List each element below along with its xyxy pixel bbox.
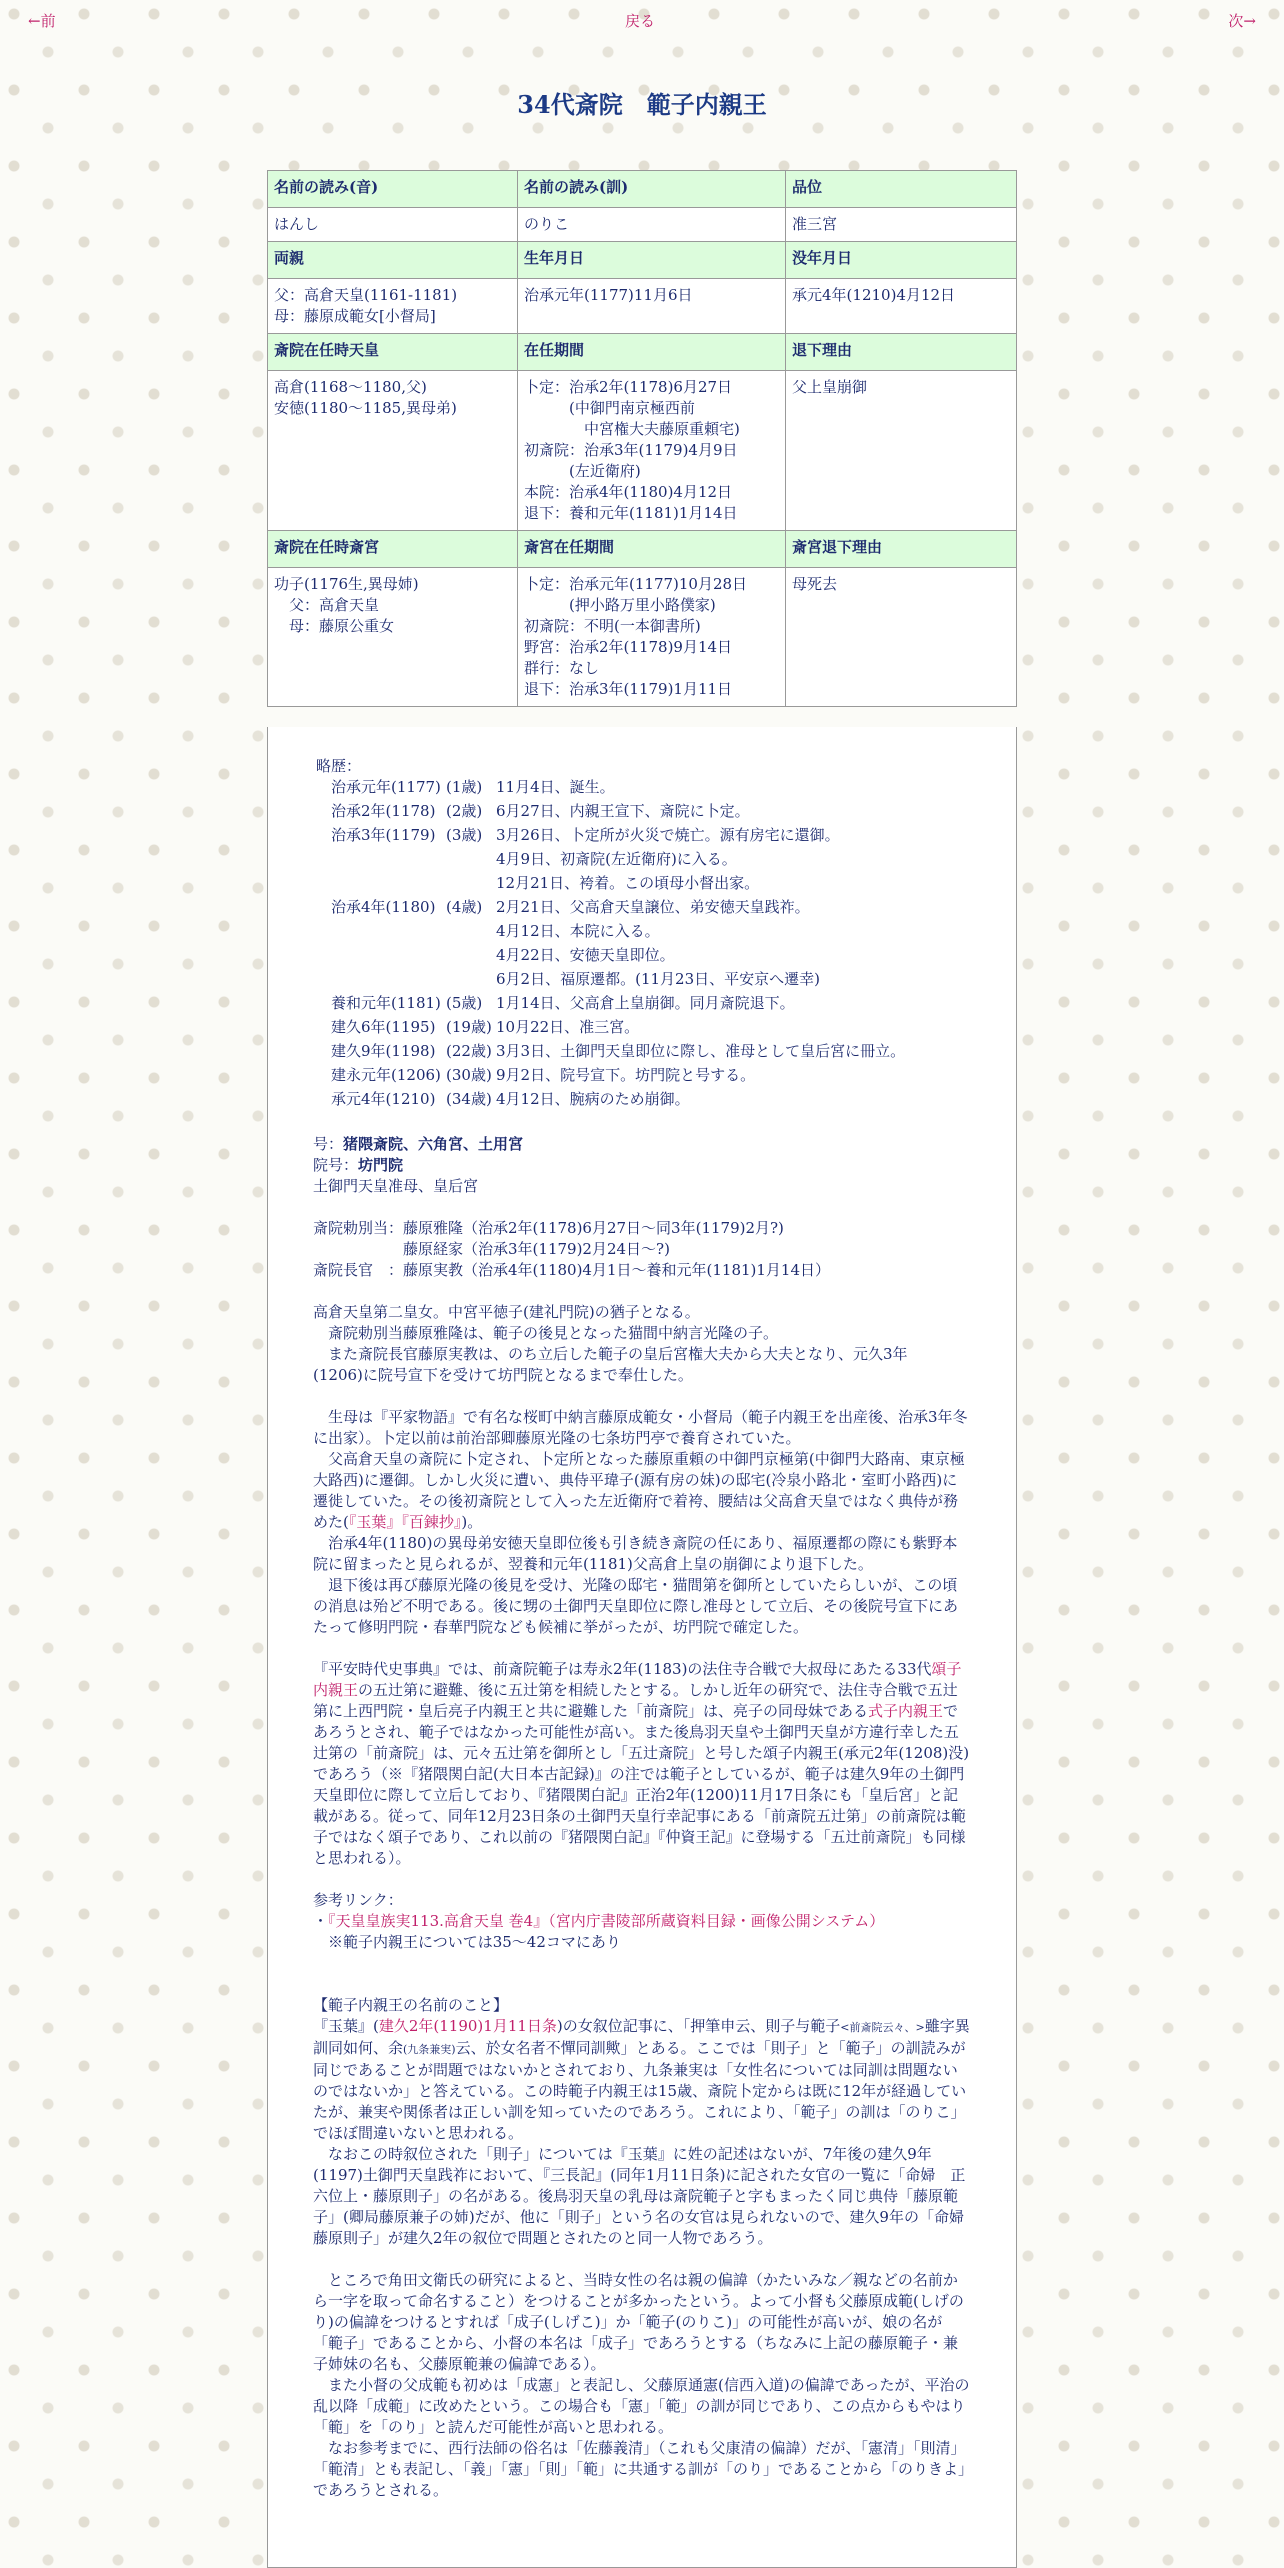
biography-row [331,993,905,1017]
header-death: 没年月日 [786,242,1017,279]
name-line [313,1155,970,1176]
biography-era [331,921,446,945]
biography-title: 略歴： [316,757,362,775]
biography-event: 4月12日、腕病のため崩御。 [496,1090,690,1108]
cell-emperor [268,371,518,531]
biography-era: 建永元年(1206) [331,1066,441,1084]
paragraph [313,2016,970,2144]
small-text: (九条兼実) [403,2043,456,2056]
biography-age: (5歳) [446,994,483,1012]
biography-age: (1歳) [446,778,483,796]
biography-event: 3月26日、卜定所が火災で焼亡。源有房宅に還御。 [496,826,840,844]
cell-birth: 治承元年(1177)11月6日 [518,279,786,334]
biography-row [331,777,905,801]
cell-line: 卜定：治承2年(1178)6月27日 [524,378,733,396]
biography-age: (2歳) [446,802,483,820]
paragraph: 高倉天皇第二皇女。中宮平徳子(建礼門院)の猶子となる。 [313,1303,700,1321]
biography-table [331,777,905,1113]
cell-saigu [268,568,518,707]
paragraph: また小督の父成範も初めは「成憲」と表記し、父藤原通憲(信西入道)の偏諱であったが、平治の乱以降「成範」に改めたという。この場合も「憲」「範」の訓が同じであり、この点からもやはり「範」を「のり」と読んだ可能性が高いと思われる。 [313,2376,970,2436]
table-row [268,208,1017,242]
biography-era: 承元4年(1210) [331,1090,436,1108]
paragraph [313,1449,970,1533]
biography-row [331,945,905,969]
page-title: 34代斎院 範子内親王 [517,90,767,119]
header-saigu-term: 斎宮在任期間 [518,531,786,568]
paragraph: 治承4年(1180)の異母弟安徳天皇即位後も引き続き斎院の任にあり、福原遷都の際にも紫野本院に留まったと見られるが、翌養和元年(1181)父高倉上皇の崩御により退下した。 [313,1534,958,1573]
header-term: 在任期間 [518,334,786,371]
biography [316,756,970,1113]
biography-row [331,801,905,825]
cell-line: 卜定：治承元年(1177)10月28日 [524,575,748,593]
biography-age: (4歳) [446,898,483,916]
header-rank: 品位 [786,171,1017,208]
name-line: 土御門天皇准母、皇后宮 [313,1177,479,1195]
biography-era: 養和元年(1181) [331,994,441,1012]
spacer [313,1869,970,1890]
header-name-on: 名前の読み(音) [268,171,518,208]
cell-term [518,371,786,531]
header-saigu: 斎院在任時斎宮 [268,531,518,568]
spacer [313,1197,970,1218]
paragraph: なお参考までに、西行法師の俗名は「佐藤義清」（これも父康清の偏諱）だが、「憲清」「則清」「範清」とも表記し、「義」「憲」「則」「範」に共通する訓が「のり」であることから「のりきよ」であろうとされる。 [313,2439,966,2499]
name-line [313,1134,970,1155]
header-parents: 両親 [268,242,518,279]
cell-line: 安徳(1180～1185,異母弟) [274,399,457,417]
header-emperor: 斎院在任時天皇 [268,334,518,371]
text: 雖字異訓同如何、余 [313,2017,970,2057]
link-shikishi[interactable]: 式子内親王 [868,1702,944,1720]
cell-line: 高倉(1168～1180,父) [274,378,427,396]
biography-age [446,945,496,969]
table-row [268,568,1017,707]
date-link[interactable]: 建久2年(1190)1月11日条 [378,2017,557,2035]
biography-era [331,873,446,897]
cell-line: 功子(1176生,異母姉) [274,575,419,593]
cell-line: 退下：養和元年(1181)1月14日 [524,504,738,522]
spacer [313,1386,970,1407]
text: )。 [461,1513,483,1531]
table-row-header [268,531,1017,568]
cell-line: 母：藤原公重女 [274,617,395,635]
spacer [313,1113,970,1134]
biography-event: 1月14日、父高倉上皇崩御。同月斎院退下。 [496,994,795,1012]
header-name-kun: 名前の読み(訓) [518,171,786,208]
cell-line: 野宮：治承2年(1178)9月14日 [524,638,733,656]
text: 『玉葉』( [313,2017,379,2035]
archive-link[interactable]: （宮内庁書陵部所蔵資料目録・画像公開システム） [548,1912,885,1930]
biography-age [446,873,496,897]
official-line: 斎院長官 ：藤原実教（治承4年(1180)4月1日～養和元年(1181)1月14日） [313,1261,831,1279]
link-noriko[interactable]: 頌子内親王 [313,1660,962,1699]
biography-era: 建久6年(1195) [331,1018,436,1036]
header-saigu-reason: 斎宮退下理由 [786,531,1017,568]
paragraph: 退下後は再び藤原光隆の後見を受け、光隆の邸宅・猫間第を御所としていたらしいが、この頃の消息は殆ど不明である。後に甥の土御門天皇即位に際し准母として立后、その後院号宣下にあたって修明門院・春華門院なども候補に挙がったが、坊門院で確定した。 [313,1576,959,1636]
paragraph [313,1659,970,1869]
value: 猪隈斎院、六角宮、土用宮 [343,1135,524,1153]
biography-event: 2月21日、父高倉天皇譲位、弟安徳天皇践祚。 [496,898,810,916]
biography-age: (3歳) [446,826,483,844]
paragraph: (1206)に院号宣下を受けて坊門院となるまで奉仕した。 [313,1366,693,1384]
paragraph: なおこの時叙位された「則子」については『玉葉』に姓の記述はないが、7年後の建久9年(1197)土御門天皇践祚において、『三長記』(同年1月11日条)に記された女官の一覧に「命婦 正六位上・藤原則子」の名がある。後鳥羽天皇の乳母は斎院範子と字もまったく同じ典侍「藤原範子」(卿局藤原兼子の姉)だが、他に「則子」という名の女官は見られないので、建久9年の「命婦藤原則子」が建久2年の叙位で問題とされたのと同一人物であろう。 [313,2145,966,2247]
biography-era [331,969,446,993]
paragraph: ところで角田文衛氏の研究によると、当時女性の名は親の偏諱（かたいみな／親などの名前から一字を取って命名すること）をつけることが多かったという。よって小督も父藤原成範(しげのり)の偏諱をつけるとすれば「成子(しげこ)」か「範子(のりこ)」の可能性が高いが、娘の名が「範子」であることから、小督の本名は「成子」であろうとする（ちなみに上記の藤原範子・兼子姉妹の名も、父藤原範兼の偏諱である）。 [313,2271,964,2373]
biography-event: 4月22日、安徳天皇即位。 [496,946,675,964]
text: の五辻第に避難、後に五辻第を相続したとする。しかし近年の研究で、法住寺合戦で五辻第に上西門院・皇后亮子内親王と共に避難した「前斎院」は、亮子の同母妹である [313,1681,958,1720]
info-table [267,170,1017,707]
table-row [268,371,1017,531]
cell-line: 父：高倉天皇 [274,596,380,614]
biography-event: 10月22日、准三宮。 [496,1018,640,1036]
ref-link[interactable]: 『天皇皇族実113.高倉天皇 巻4』 [328,1912,549,1930]
spacer [313,1281,970,1302]
cell-saigu-term [518,568,786,707]
cell-line: 退下：治承3年(1179)1月11日 [524,680,733,698]
cell-line: (左近衛府) [524,462,641,480]
spacer [313,2249,970,2270]
label: 院号： [313,1156,359,1174]
biography-age [446,921,496,945]
refs-note: ※範子内親王については35～42コマにあり [313,1933,621,1951]
biography-row [331,969,905,993]
section-heading: 【範子内親王の名前のこと】 [313,1996,509,2014]
cell-name-kun: のりこ [518,208,786,242]
small-text: <前斎院云々、> [840,2021,925,2034]
biography-event: 11月4日、誕生。 [496,778,615,796]
text: 『平安時代史事典』では、前斎院範子は寿永2年(1183)の法住寺合戦で大叔母にあたる33代 [313,1660,932,1678]
cell-line: 本院：治承4年(1180)4月12日 [524,483,733,501]
biography-era: 治承元年(1177) [331,778,441,796]
cell-line: (押小路万里小路僕家) [524,596,716,614]
spacer [313,1953,970,1995]
biography-row [331,1017,905,1041]
biography-event: 4月12日、本院に入る。 [496,922,660,940]
biography-event: 6月2日、福原遷都。(11月23日、平安京へ遷幸) [496,970,820,988]
paragraph: 生母は『平家物語』で有名な桜町中納言藤原成範女・小督局（範子内親王を出産後、治承3年冬に出家）。卜定以前は前治部卿藤原光隆の七条坊門亭で養育されていた。 [313,1408,968,1447]
biography-era: 治承3年(1179) [331,826,436,844]
bullet: ・ [313,1912,329,1930]
biography-era: 治承2年(1178) [331,802,436,820]
cell-line: 父：高倉天皇(1161-1181) [274,286,458,304]
text: 父高倉天皇の斎院に卜定され、卜定所となった藤原重頼の中御門京極第(中御門大路南、東京極大路西)に遷御。しかし火災に遭い、典侍平瑋子(源有房の妹)の邸宅(冷泉小路北・室町小路西)に遷徙していた。その後初斎院として入った左近衛府で着袴、腰結は父高倉天皇ではなく典侍が務めた( [313,1450,965,1531]
next-link[interactable]: 次→ [1228,12,1256,30]
official-line: 斎院勅別当：藤原雅隆（治承2年(1178)6月27日～同3年(1179)2月?) [313,1219,784,1237]
cell-parents [268,279,518,334]
cell-retire-reason: 父上皇崩御 [786,371,1017,531]
spacer [313,1638,970,1659]
biography-age: (22歳) [446,1042,492,1060]
table-row-header [268,334,1017,371]
back-link[interactable]: 戻る [625,12,656,30]
biography-row [331,1065,905,1089]
biography-event: 3月3日、土御門天皇即位に際し、准母として皇后宮に冊立。 [496,1042,906,1060]
header-retire-reason: 退下理由 [786,334,1017,371]
biography-row [331,873,905,897]
main-content [313,756,970,2501]
cell-line: 初斎院：治承3年(1179)4月9日 [524,441,738,459]
cell-saigu-reason: 母死去 [786,568,1017,707]
biography-age [446,969,496,993]
top-navigation [0,10,1284,34]
biography-era [331,849,446,873]
cell-line: 初斎院：不明(一本御書所) [524,617,701,635]
biography-event: 6月27日、内親王宣下、斎院に卜定。 [496,802,750,820]
text: 云、於女名者不憚同訓歟」とある。ここでは「則子」と「範子」の訓読みが同じであることが問題ではないかとされており、九条兼実は「女性名については同訓は問題ないのではないか」と答えている。この時範子内親王は15歳、斎院卜定からは既に12年が経過していたが、兼実や関係者は正しい訓を知っていたのであろう。これにより、「範子」の訓は「のりこ」でほぼ間違いないと思われる。 [313,2039,967,2142]
biography-row [331,849,905,873]
cell-line: (中御門南京極西前 [524,399,695,417]
biography-row [331,921,905,945]
paragraph: 斎院勅別当藤原雅隆は、範子の後見となった猫間中納言光隆の子。 [313,1324,779,1342]
biography-row [331,897,905,921]
text: )の女叙位記事に、「押筆申云、則子与範子 [556,2017,841,2035]
biography-age: (30歳) [446,1066,492,1084]
biography-age: (19歳) [446,1018,492,1036]
biography-row [331,1089,905,1113]
text: であろうとされ、範子ではなかった可能性が高い。また後鳥羽天皇や土御門天皇が方違行幸した五辻第の「前斎院」は、元々五辻第を御所とし「五辻斎院」と号した頌子内親王(承元2年(1208)没)であろう（※『猪隈関白記(大日本古記録)』の注では範子としているが、範子は建久9年の土御門天皇即位に際して立后しており、『猪隈関白記』正治2年(1200)11月17日条にも「皇后宮」と記載がある。従って、同年12月23日条の土御門天皇行幸記事にある「前斎院五辻第」の前斎院は範子ではなく頌子であり、これ以前の『猪隈関白記』『仲資王記』に登場する「五辻前斎院」も同様と思われる）。 [313,1702,970,1867]
biography-row [331,825,905,849]
biography-era: 治承4年(1180) [331,898,436,916]
biography-event: 9月2日、院号宣下。坊門院と号する。 [496,1066,756,1084]
biography-row [331,1041,905,1065]
refs-line [313,1911,970,1932]
paragraph: また斎院長官藤原実教は、のち立后した範子の皇后宮権大夫から大夫となり、元久3年 [313,1345,908,1363]
biography-era: 建久9年(1198) [331,1042,436,1060]
header-birth: 生年月日 [518,242,786,279]
biography-event: 12月21日、袴着。この頃母小督出家。 [496,874,760,892]
cell-death: 承元4年(1210)4月12日 [786,279,1017,334]
biography-age [446,849,496,873]
table-row-header [268,242,1017,279]
table-row-header [268,171,1017,208]
source-link[interactable]: 『玉葉』『百錬抄』 [348,1513,462,1531]
official-line: 藤原経家（治承3年(1179)2月24日～?) [313,1240,670,1258]
table-row [268,279,1017,334]
biography-era [331,945,446,969]
cell-rank: 准三宮 [786,208,1017,242]
cell-line: 中宮権大夫藤原重頼宅) [524,420,740,438]
refs-label: 参考リンク： [313,1891,403,1909]
label: 号： [313,1135,344,1153]
cell-name-on: はんし [268,208,518,242]
cell-line: 群行：なし [524,659,600,677]
cell-line: 母：藤原成範女[小督局] [274,307,436,325]
biography-event: 4月9日、初斎院(左近衛府)に入る。 [496,850,737,868]
prev-link[interactable]: ←前 [28,12,56,30]
biography-age: (34歳) [446,1090,492,1108]
value: 坊門院 [358,1156,404,1174]
